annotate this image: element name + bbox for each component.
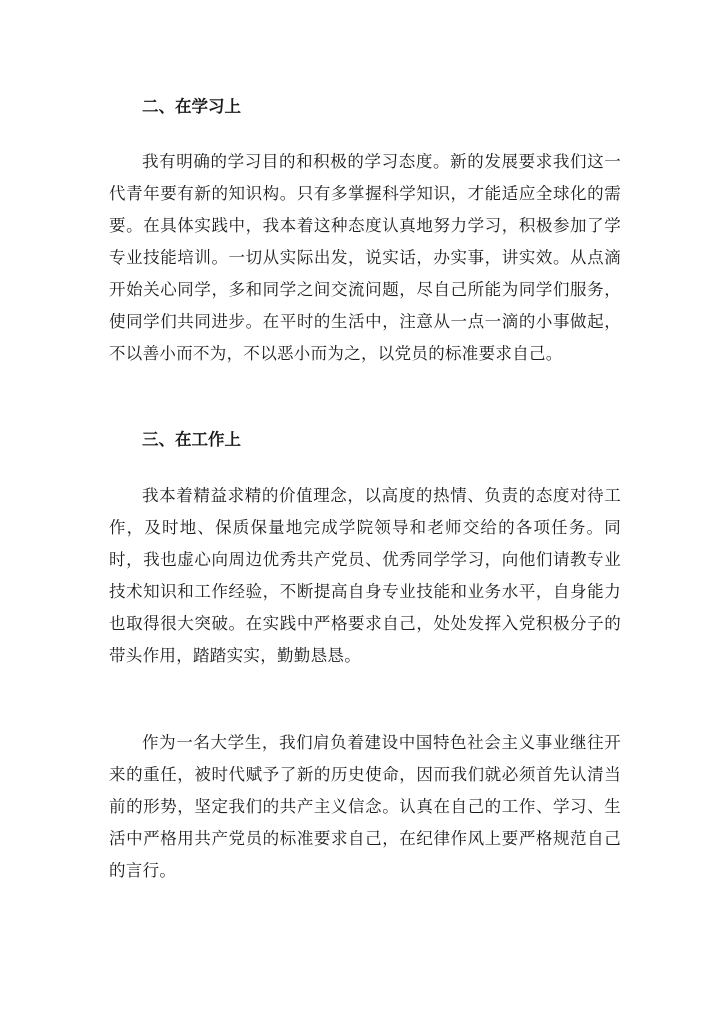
section-heading-work: 三、在工作上 [142,430,241,449]
section-work [109,429,621,451]
paragraph-study: 我有明确的学习目的和积极的学习态度。新的发展要求我们这一代青年要有新的知识构。只有多掌握科学知识，才能适应全球化的需要。在具体实践中，我本着这种态度认真地努力学习，积极参加了学专业技能培训。一切从实际出发，说实话，办实事，讲实效。从点滴开始关心同学，多和同学之间交流问题，尽自己所能为同学们服务，使同学们共同进步。在平时的生活中，注意从一点一滴的小事做起，不以善小而不为，不以恶小而为之，以党员的标准要求自己。 [109,152,621,363]
section-closing [109,727,621,887]
section-work-body [109,480,621,672]
section-study-body [109,146,621,370]
paragraph-work: 我本着精益求精的价值理念，以高度的热情、负责的态度对待工作，及时地、保质保量地完成学院领导和老师交给的各项任务。同时，我也虚心向周边优秀共产党员、优秀同学学习，向他们请教专业技术知识和工作经验，不断提高自身专业技能和业务水平，自身能力也取得很大突破。在实践中严格要求自己，处处发挥入党积极分子的带头作用，踏踏实实，勤勤恳恳。 [109,486,621,665]
section-study [109,96,621,118]
section-heading-study: 二、在学习上 [142,97,241,116]
paragraph-closing: 作为一名大学生，我们肩负着建设中国特色社会主义事业继往开来的重任，被时代赋予了新的历史使命，因而我们就必须首先认清当前的形势，坚定我们的共产主义信念。认真在自己的工作、学习、生活中严格用共产党员的标准要求自己，在纪律作风上要严格规范自己的言行。 [109,733,621,880]
